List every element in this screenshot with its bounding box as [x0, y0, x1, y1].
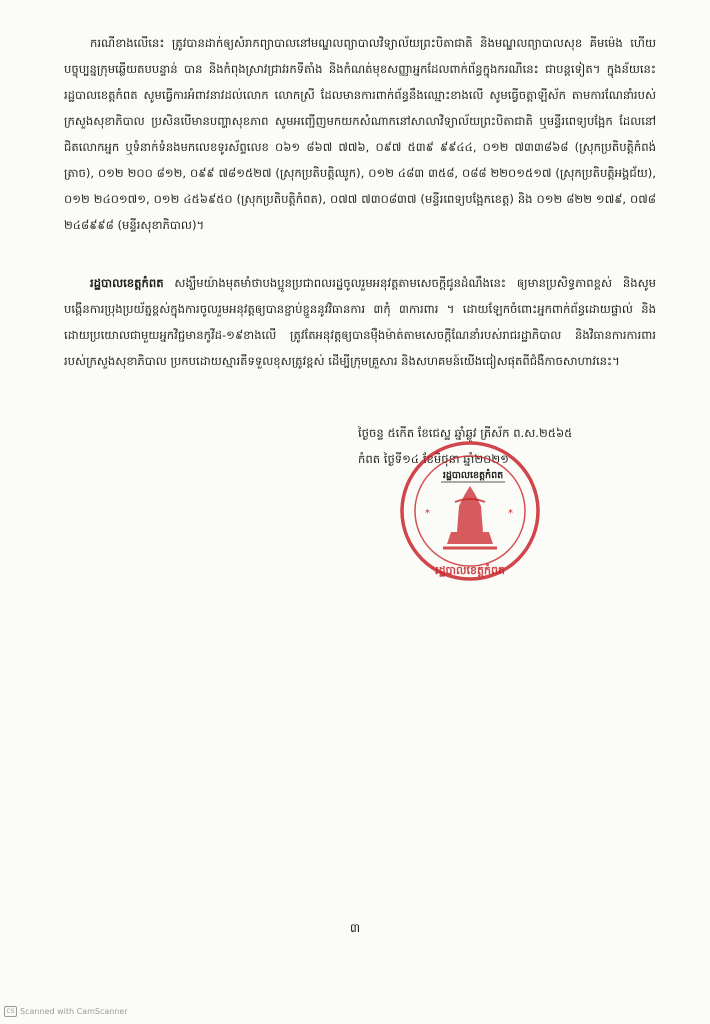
- official-seal-icon: [395, 436, 545, 586]
- scanner-note: Scanned with CamScanner: [20, 1007, 128, 1016]
- date-lunar: ថ្ងៃចន្ទ ៥កើត ខែជេស្ឋ ឆ្នាំឆ្លូវ ត្រីស័ក ព.ស.២៥៦៥: [358, 426, 573, 440]
- paragraph-1: ករណីខាងលើនេះ ត្រូវបានដាក់ឲ្យសំរាកព្យាបាលនៅមណ្ឌលព្យាបាលវិទ្យាល័យព្រះបិតាជាតិ និងមណ្ឌលព្យាបាលសុខ គីមម៉េង ហើយបច្ចុប្បន្នក្រុមឆ្លើយតបបន្ទាន់ បាន និងកំពុងស្រាវជ្រាវរកទីតាំង និងកំណត់មុខសញ្ញាអ្នកដែលពាក់ព័ន្ធក្នុងករណីនេះ ជាបន្តទៀត។ ក្នុងន័យនេះ រដ្ឋបាលខេត្តកំពត សូមធ្វើការអំពាវនាវដល់លោក លោកស្រី ដែលមានការពាក់ព័ន្ធនឹងឈ្មោះខាងលើ សូមធ្វើចត្តាឡីស័ក តាមការណែនាំរបស់ក្រសួងសុខាភិបាល ប្រសិនបើមានបញ្ហាសុខភាព សូមអញ្ជើញមកយកសំណាកនៅសាលាវិទ្យាល័យព្រះបិតាជាតិ ឬមន្ទីរពេទ្យបង្អែក ដែលនៅជិតលោកអ្នក ឬទំនាក់ទំនងមកលេខទូរស័ព្ទលេខ ០៦១ ៨៦៧ ៧៧៦, ០៩៧ ៥៣៩ ៩៩៤៤, ០១២ ៧៣៣៨៦៨ (ស្រុកប្រតិបត្តិកំពង់ត្រាច), ០១២ ២០០ ៨១២, ០៩៩ ៧៨១៥២៧ (ស្រុកប្រតិបត្តិឈូក), ០១២ ៤៨៣ ៣៥៨, ០៨៨ ២២០១៥១៧ (ស្រុកប្រតិបត្តិអង្គជ័យ), ០១២ ២៤០១៧១, ០១២ ៤៥៦៩៥០ (ស្រុកប្រតិបត្តិកំពត), ០៧៧ ៧៣០៨៣៧ (មន្ទីរពេទ្យបង្អែកខេត្ត) និង ០១២ ៨២២ ១៧៩, ០៧៨ ២៤៨៩៩៨ (មន្ទីរសុខាភិបាល)។: [64, 36, 656, 232]
- seal-text: រដ្ឋបាលខេត្តកំពត: [435, 564, 505, 577]
- scanner-watermark: [4, 1006, 128, 1017]
- signatory-label: រដ្ឋបាលខេត្តកំពត: [442, 470, 504, 481]
- paragraph-2: [64, 270, 656, 374]
- paragraph-2-body: សង្ឃឹមយ៉ាងមុតមាំថាបងប្អូនប្រជាពលរដ្ឋចូលរួមអនុវត្តតាមសេចក្តីជូនដំណឹងនេះ ឲ្យមានប្រសិទ្ធភាពខ្ពស់ និងសូមបង្កើនការប្រុងប្រយ័ត្នខ្ពស់ក្នុងការចូលរួមអនុវត្តឲ្យបានខ្ជាប់ខ្ជួននូវវិធានការ ៣កុំ ៣ការពារ ។ ដោយឡែកចំពោះអ្នកពាក់ព័ន្ធដោយផ្ទាល់ និងដោយប្រយោលជាមួយអ្នកវិជ្ជមានកូវីដ-១៩ខាងលើ ត្រូវតែអនុវត្តឲ្យបានម៉ឺងម៉ាត់តាមសេចក្តីណែនាំរបស់រាជរដ្ឋាភិបាល និងវិធានការការពាររបស់ក្រសួងសុខាភិបាល ប្រកបដោយស្មារតីទទួលខុសត្រូវខ្ពស់ ដើម្បីក្រុមគ្រួសារ និងសហគមន៍យើងជៀសផុតពីជំងឺកាចសាហាវនេះ។: [64, 276, 656, 368]
- date-solar: កំពត ថ្ងៃទី១៤ ខែមិថុនា ឆ្នាំ២០២១: [358, 452, 509, 466]
- svg-text:*: *: [425, 508, 430, 519]
- page-number: ៣: [349, 921, 361, 935]
- paragraph-2-lead: រដ្ឋបាលខេត្តកំពត: [90, 276, 164, 290]
- camscanner-icon: CS: [4, 1006, 17, 1017]
- svg-text:*: *: [508, 508, 513, 519]
